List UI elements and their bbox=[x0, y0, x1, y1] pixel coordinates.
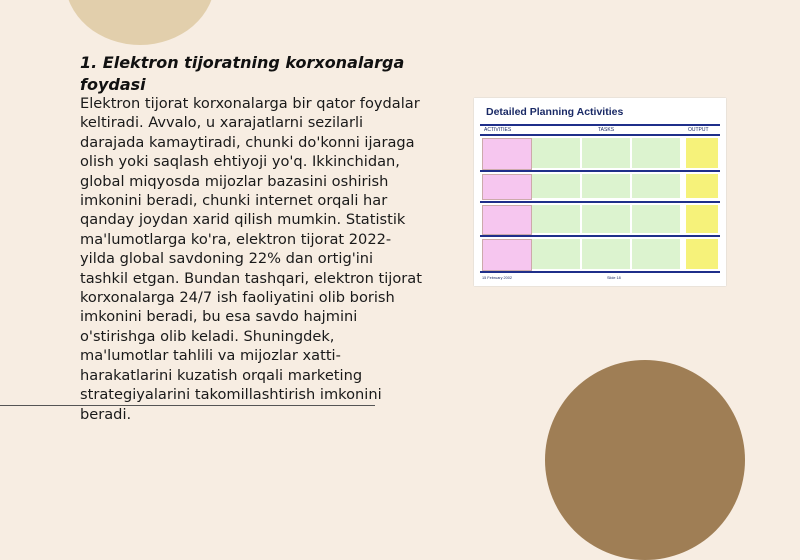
output-block bbox=[686, 138, 718, 168]
row-rule bbox=[480, 170, 720, 172]
task-block bbox=[582, 239, 630, 269]
col-activities: ACTIVITIES bbox=[484, 127, 512, 133]
row-rule bbox=[480, 271, 720, 273]
activity-block bbox=[482, 174, 532, 200]
decorative-circle-bottom bbox=[545, 360, 745, 560]
footer-slide-number: Slide 18 bbox=[607, 276, 621, 280]
row-rule bbox=[480, 134, 720, 136]
divider-line bbox=[0, 405, 375, 406]
embedded-slide-title: Detailed Planning Activities bbox=[486, 106, 624, 118]
row-rule bbox=[480, 235, 720, 237]
task-block bbox=[632, 138, 680, 168]
task-block bbox=[532, 239, 580, 269]
task-block bbox=[582, 138, 630, 168]
row-rule bbox=[480, 201, 720, 203]
footer-date: 15 February 2002 bbox=[482, 276, 512, 280]
output-block bbox=[686, 174, 718, 198]
task-block bbox=[532, 174, 580, 198]
slide-heading: 1. Elektron tijoratning korxonalarga foydasi bbox=[80, 53, 405, 94]
task-block bbox=[632, 174, 680, 198]
col-tasks: TASKS bbox=[598, 127, 615, 133]
task-block bbox=[632, 239, 680, 269]
task-block bbox=[532, 138, 580, 168]
task-block bbox=[632, 205, 680, 233]
activity-block bbox=[482, 138, 532, 170]
activity-block bbox=[482, 239, 532, 271]
task-block bbox=[582, 205, 630, 233]
activity-block bbox=[482, 205, 532, 235]
task-block bbox=[582, 174, 630, 198]
decorative-circle-top bbox=[65, 0, 215, 45]
output-block bbox=[686, 239, 718, 269]
header-rule bbox=[480, 124, 720, 126]
embedded-slide-column-headers bbox=[480, 127, 720, 134]
col-output: OUTPUT bbox=[688, 127, 709, 133]
embedded-slide-image bbox=[474, 98, 726, 286]
output-block bbox=[686, 205, 718, 233]
task-block bbox=[532, 205, 580, 233]
body-paragraph: Elektron tijorat korxonalarga bir qator foydalar keltiradi. Avvalo, u xarajatlarni sezilarli darajada kamaytiradi, chunki do'konni ijaraga olish yoki saqlash ehtiyoji yo'q. Ikkinchidan, global miqyosda mijozlar bazasini oshirish imkonini beradi, chunki internet orqali har qanday joydan xarid qilish mumkin. Statistik ma'lumotlarga ko'ra, elektron tijorat 2022-yilda global savdoning 22% dan ortig'ini tashkil etgan. Bundan tashqari, elektron tijorat korxonalarga 24/7 ish faoliyatini olib borish imkonini beradi, bu esa savdo hajmini o'stirishga olib keladi. Shuningdek, ma'lumotlar tahlili va mijozlar xatti-harakatlarini kuzatish orqali marketing strategiyalarini takomillashtirish imkonini beradi. bbox=[80, 95, 422, 423]
